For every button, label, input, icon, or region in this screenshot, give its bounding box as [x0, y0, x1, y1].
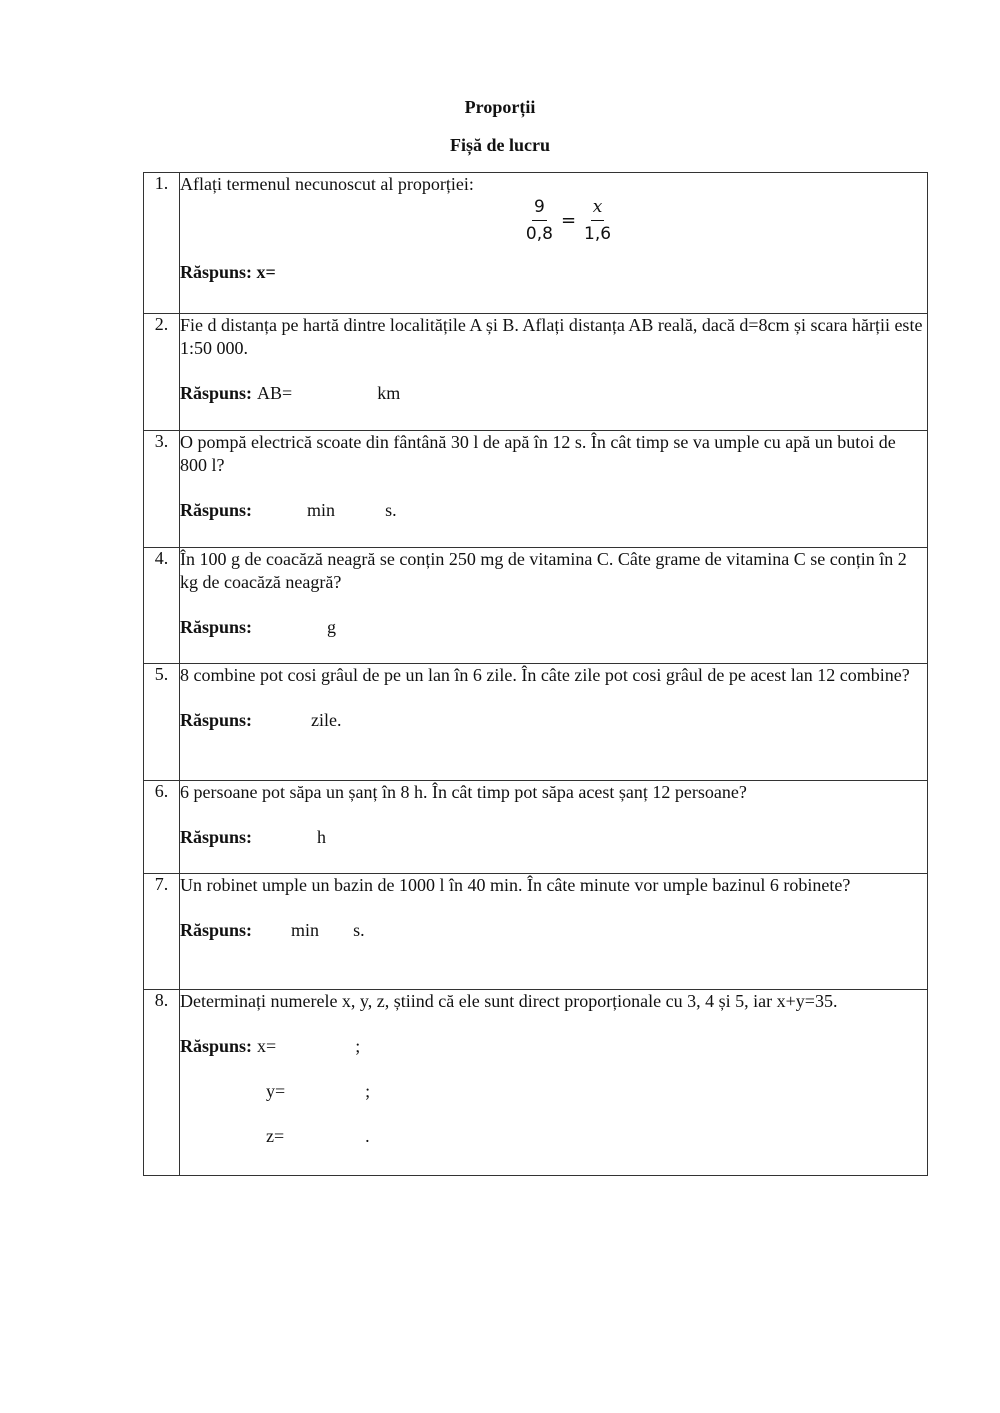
table-row	[144, 548, 928, 664]
exercise-table	[143, 172, 928, 1176]
fraction-numerator: 9	[532, 196, 547, 221]
answer-line	[180, 709, 927, 732]
table-row	[144, 431, 928, 548]
fraction-denominator: 1,6	[584, 224, 612, 244]
page-title: Proporții	[464, 97, 536, 117]
table-row	[144, 990, 928, 1176]
answer-label: Răspuns:	[180, 920, 253, 940]
table-row	[144, 781, 928, 874]
item-text: O pompă electrică scoate din fântână 30 l de apă în 12 s. În cât timp se va umple cu apă un butoi de 800 l?	[180, 432, 896, 475]
answer-label: Răspuns:	[180, 1036, 253, 1056]
item-number: 3.	[144, 431, 180, 548]
answer-label: Răspuns: x=	[180, 262, 276, 282]
equals-sign: =	[560, 210, 577, 231]
item-body	[180, 874, 928, 990]
page-subtitle: Fișă de lucru	[449, 135, 550, 155]
proportion-formula	[210, 196, 927, 245]
item-body	[180, 173, 928, 314]
answer-unit: g	[327, 617, 337, 637]
answer-unit-s: s.	[353, 920, 365, 940]
item-body	[180, 431, 928, 548]
answer-variable: AB=	[257, 383, 293, 403]
item-number: 6.	[144, 781, 180, 874]
answer-line	[180, 826, 927, 849]
answer-line	[180, 382, 927, 405]
fraction-numerator: x	[591, 196, 605, 221]
answer-line	[180, 919, 927, 942]
answer-z-end: .	[365, 1126, 370, 1146]
table-row	[144, 173, 928, 314]
answer-line	[180, 261, 927, 284]
answer-y-end: ;	[365, 1081, 371, 1101]
answer-unit: h	[317, 827, 327, 847]
answer-unit: zile.	[311, 710, 342, 730]
answer-line	[180, 616, 927, 639]
item-number: 4.	[144, 548, 180, 664]
item-body	[180, 781, 928, 874]
item-number: 7.	[144, 874, 180, 990]
answer-label: Răspuns:	[180, 827, 253, 847]
item-body	[180, 314, 928, 431]
answer-unit: km	[377, 383, 401, 403]
answer-y-label: y=	[266, 1081, 286, 1101]
item-text: Un robinet umple un bazin de 1000 l în 40 min. În câte minute vor umple bazinul 6 robinete?	[180, 875, 851, 895]
item-body	[180, 990, 928, 1176]
answer-line-x	[180, 1035, 927, 1058]
answer-line	[180, 499, 927, 522]
item-text: 6 persoane pot săpa un șanț în 8 h. În cât timp pot săpa acest șanț 12 persoane?	[180, 782, 747, 802]
fraction-denominator: 0,8	[525, 224, 553, 244]
item-number: 5.	[144, 664, 180, 781]
answer-label: Răspuns:	[180, 617, 253, 637]
answer-z-label: z=	[266, 1126, 285, 1146]
answer-label: Răspuns:	[180, 500, 253, 520]
item-text: În 100 g de coacăză neagră se conțin 250 mg de vitamina C. Câte grame de vitamina C se conțin în 2 kg de coacăză neagră?	[180, 549, 907, 592]
fraction-right	[582, 196, 613, 245]
answer-x-end: ;	[355, 1036, 361, 1056]
answer-label: Răspuns:	[180, 383, 253, 403]
item-body	[180, 548, 928, 664]
item-number: 1.	[144, 173, 180, 314]
answer-unit-min: min	[291, 920, 320, 940]
answer-label: Răspuns:	[180, 710, 253, 730]
item-number: 2.	[144, 314, 180, 431]
table-row	[144, 314, 928, 431]
answer-line-z	[180, 1125, 927, 1148]
item-text: Aflați termenul necunoscut al proporției:	[180, 174, 474, 194]
table-row	[144, 874, 928, 990]
answer-unit-min: min	[307, 500, 336, 520]
item-body	[180, 664, 928, 781]
fraction-left	[524, 196, 555, 245]
item-text: 8 combine pot cosi grâul de pe un lan în 6 zile. În câte zile pot cosi grâul de pe acest lan 12 combine?	[180, 665, 910, 685]
table-row	[144, 664, 928, 781]
answer-unit-s: s.	[385, 500, 397, 520]
item-text: Fie d distanța pe hartă dintre localitățile A și B. Aflați distanța AB reală, dacă d=8cm și scara hărții este 1:50 000.	[180, 315, 923, 358]
item-number: 8.	[144, 990, 180, 1176]
answer-x-label: x=	[257, 1036, 277, 1056]
answer-line-y	[180, 1080, 927, 1103]
item-text: Determinați numerele x, y, z, știind că ele sunt direct proporționale cu 3, 4 și 5, iar x+y=35.	[180, 991, 838, 1011]
